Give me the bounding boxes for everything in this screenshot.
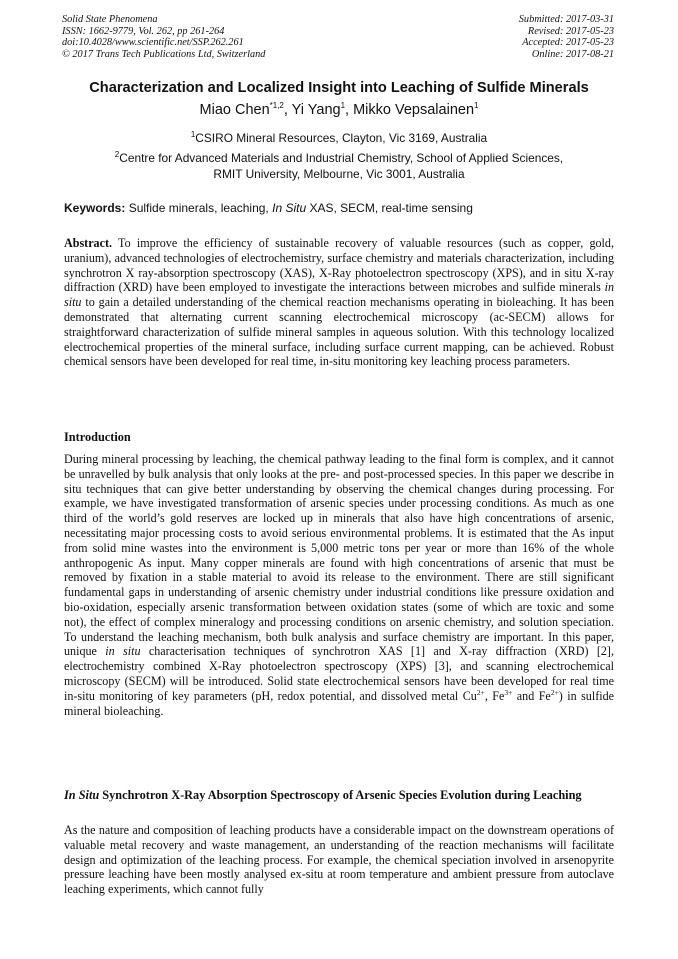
revised-date: Revised: 2017-05-23 <box>527 25 614 37</box>
keywords-text: Sulfide minerals, leaching, <box>125 201 273 215</box>
ion-charge: 2+ <box>476 687 485 697</box>
author-list <box>40 102 638 118</box>
section-paragraph: As the nature and composition of leaching products have a considerable impact on the downstream operations of valuable metal recovery and waste management, an understanding of the reaction mechanisms will facilitate design and optimization of the leaching process. For example, the chemical speciation involved in arsenopyrite pressure leaching have been mostly analysed ex-situ at room temperature and ambient pressure from autoclave leaching experiments, which cannot fully <box>64 823 614 897</box>
keywords <box>64 201 614 215</box>
affiliation-text: CSIRO Mineral Resources, Clayton, Vic 3169, Australia <box>195 131 488 145</box>
affiliation-1 <box>40 130 638 146</box>
paper-title: Characterization and Localized Insight into Leaching of Sulfide Minerals <box>89 80 589 96</box>
abstract <box>64 236 614 369</box>
keywords-text: XAS, SECM, real-time sensing <box>306 201 473 215</box>
doi-line[interactable]: doi:10.4028/www.scientific.net/SSP.262.261 <box>62 37 244 49</box>
author-affiliation-mark: *1,2 <box>269 101 284 111</box>
ion-charge: 2+ <box>550 687 559 697</box>
header-left <box>62 14 265 60</box>
keywords-italic: In Situ <box>272 201 307 215</box>
heading-text: Synchrotron X-Ray Absorption Spectroscopy of Arsenic Species Evolution during Leaching <box>99 788 582 802</box>
abstract-text: To improve the efficiency of sustainable recovery of valuable resources (such as copper, gold, uranium), advanced technologies of electrochemistry, surface chemistry and materials characterization, including synchrotron X ray-absorption spectroscopy (XAS), X-Ray photoelectron spectroscopy (XPS), and in situ X-ray diffraction (XRD) have been employed to investigate the interactions between microbes and sulfide minerals <box>64 236 614 295</box>
abstract-text: to gain a detailed understanding of the chemical reaction mechanisms operating in bioleaching. It has been demonstrated that alternating current scanning electrochemical microscopy (ac-SECM) allows for straightforward characterization of sulfide mineral samples in aqueous solution. With this technology localized electrochemical properties of the mineral surface, including surface current mapping, can be achieved. Robust chemical sensors have been developed for real time, in-situ monitoring key leaching process parameters. <box>64 295 614 369</box>
abstract-italic: in situ <box>64 280 614 310</box>
author-affiliation-mark: 1 <box>340 101 346 111</box>
affiliation-mark: 2 <box>114 150 120 160</box>
body-text: and Fe <box>512 688 551 703</box>
online-date: Online: 2017-08-21 <box>531 48 614 60</box>
affiliation-line <box>40 150 638 166</box>
affiliation-mark: 1 <box>190 130 196 140</box>
body-italic: in situ <box>105 644 141 659</box>
author-name: Miao Chen <box>199 102 270 118</box>
abstract-label: Abstract. <box>64 236 113 250</box>
body-text: ) in sulfide mineral bioleaching. <box>64 688 615 718</box>
keywords-label: Keywords: <box>64 201 126 215</box>
body-text: , Fe <box>484 688 505 703</box>
section-heading-in-situ-xas <box>64 788 614 803</box>
body-text: characterisation techniques of synchrotron XAS [1] and X-ray diffraction (XRD) [2], electrochemistry combined X-Ray photoelectron spectroscopy (XPS) [3], and scanning electrochemical microscopy (SECM) will be introduced. Solid state electrochemical sensors have been developed for real time in-situ monitoring of key parameters (pH, redox potential, and dissolved metal Cu <box>64 644 614 703</box>
submitted-date: Submitted: 2017-03-31 <box>518 14 614 25</box>
copyright-line: © 2017 Trans Tech Publications Ltd, Switzerland <box>62 48 266 60</box>
heading-italic: In Situ <box>64 788 100 802</box>
accepted-date: Accepted: 2017-05-23 <box>522 37 614 49</box>
author-name: , Yi Yang <box>283 102 341 118</box>
issn-line: ISSN: 1662-9779, Vol. 262, pp 261-264 <box>62 25 225 37</box>
affiliation-text: Centre for Advanced Materials and Industrial Chemistry, School of Applied Sciences, <box>119 151 564 165</box>
introduction-paragraph <box>64 452 614 718</box>
ion-charge: 3+ <box>504 687 513 697</box>
affiliation-2 <box>40 150 638 182</box>
author-affiliation-mark: 1 <box>474 101 479 111</box>
body-text: During mineral processing by leaching, the chemical pathway leading to the final form is complex, and it cannot be unravelled by bulk analysis that only looks at the pre- and post-processed species. In this paper we describe in situ techniques that can give better understanding by observing the chemical changes during processing. For example, we have investigated transformation of arsenic species under processing conditions. As much as one third of the world’s gold reserves are locked up in minerals that also have high concentrations of arsenic, necessitating major processing costs to avoid serious environmental problems. It is estimated that the As input from solid mine wastes into the environment is 5,000 metric tons per year or more than 16% of the whole anthropogenic As input. Many copper minerals are found with high concentrations of arsenic that must be removed by fixation in a stable material to avoid its release to the environment. There are still significant fundamental gaps in understanding of arsenic chemistry under industrial conditions like pressure oxidation and bio-oxidation, especially arsenic transformation between oxidation states (some of which are toxic and some not), the effect of complex mineralogy and processing conditions on arsenic chemistry, and solution speciation. To understand the leaching mechanism, both bulk analysis and surface chemistry are important. In this paper, unique <box>64 452 614 659</box>
journal-name: Solid State Phenomena <box>62 14 158 25</box>
affiliation-line: RMIT University, Melbourne, Vic 3001, Australia <box>213 167 465 181</box>
header-right <box>519 14 614 60</box>
author-name: , Mikko Vepsalainen <box>345 102 475 118</box>
section-heading-introduction: Introduction <box>64 430 131 444</box>
